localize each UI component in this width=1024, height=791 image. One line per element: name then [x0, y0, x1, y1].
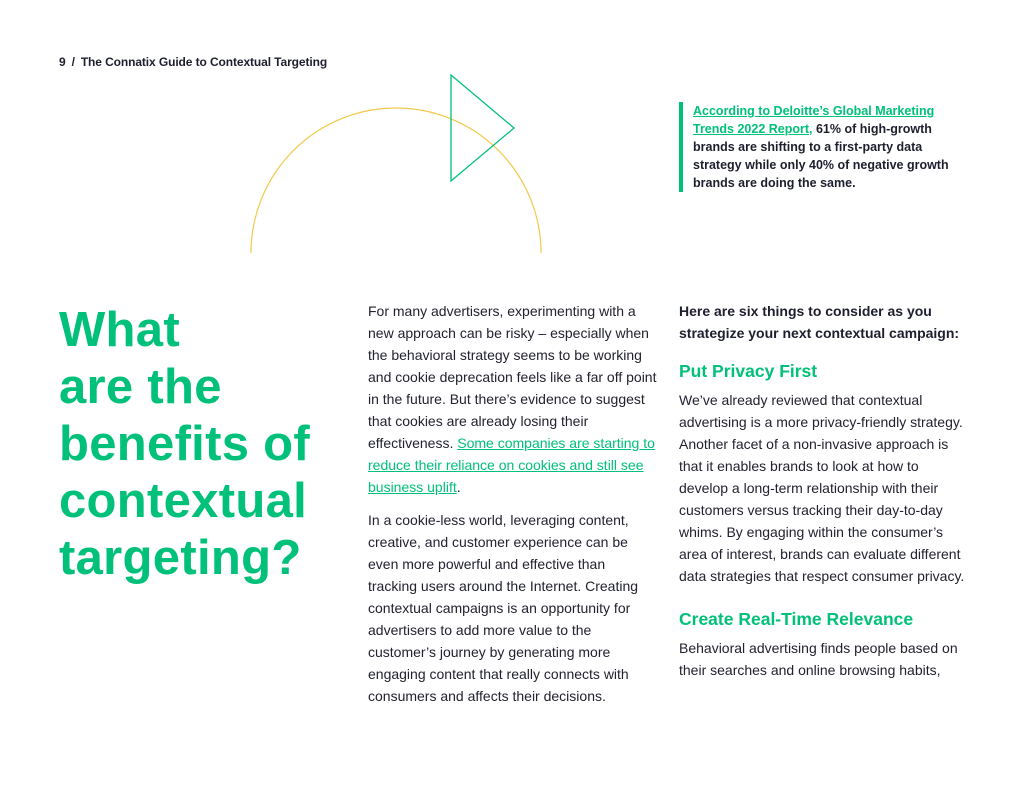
page-number: 9	[59, 55, 66, 69]
callout-quote	[679, 102, 965, 192]
section-body-relevance: Behavioral advertising finds people based on their searches and online browsing habits,	[679, 640, 958, 678]
headline-line: What	[59, 303, 180, 357]
quote-text: 61% of high-growth brands are shifting to a first-party data strategy while only 40% of negative growth brands are doing the same.	[693, 122, 949, 190]
cookies-reliance-link[interactable]: Some companies are starting to reduce their reliance on cookies and still see business uplift	[368, 435, 655, 495]
page-headline	[59, 302, 349, 587]
paragraph-cookieless: In a cookie-less world, leveraging content, creative, and customer experience can be even more powerful and effective than tracking users around the Internet. Creating contextual campaigns is an opportunity for advertisers to add more value to the customer’s journey by generating more engaging content that really connects with consumers and affects their decisions.	[368, 512, 639, 704]
decorative-graphic	[240, 65, 560, 265]
paragraph-text: For many advertisers, experimenting with a new approach can be risky – especially when the behavioral strategy seems to be working and cookie deprecation feels like a far off point in the future. But there’s evidence to suggest that cookies are already losing their effectiveness.	[368, 303, 657, 451]
headline-line: contextual	[59, 474, 308, 528]
considerations-intro: Here are six things to consider as you strategize your next contextual campaign:	[679, 303, 960, 341]
section-heading-privacy: Put Privacy First	[679, 361, 818, 381]
document-title: The Connatix Guide to Contextual Targeting	[80, 55, 328, 69]
deloitte-report-link[interactable]: According to Deloitte’s Global Marketing Trends 2022 Report,	[693, 104, 935, 136]
headline-line: benefits of	[59, 417, 311, 471]
play-triangle-icon	[451, 75, 514, 181]
header-separator: /	[71, 55, 75, 69]
right-column	[679, 300, 969, 700]
paragraph-intro	[368, 300, 658, 498]
middle-column	[368, 300, 658, 718]
paragraph-end: .	[456, 479, 461, 495]
headline-line: are the	[59, 360, 222, 414]
headline-line: targeting?	[59, 531, 302, 585]
semicircle-arc-icon	[251, 108, 541, 253]
section-heading-relevance: Create Real-Time Relevance	[679, 609, 914, 629]
section-body-privacy: We’ve already reviewed that contextual advertising is a more privacy-friendly strategy. Another facet of a non-invasive approach is that it enables brands to look at how to develop a long-term relationship with their customers versus tracking their day-to-day whims. By engaging within the consumer’s area of interest, brands can evaluate different data strategies that respect consumer privacy.	[679, 392, 965, 584]
